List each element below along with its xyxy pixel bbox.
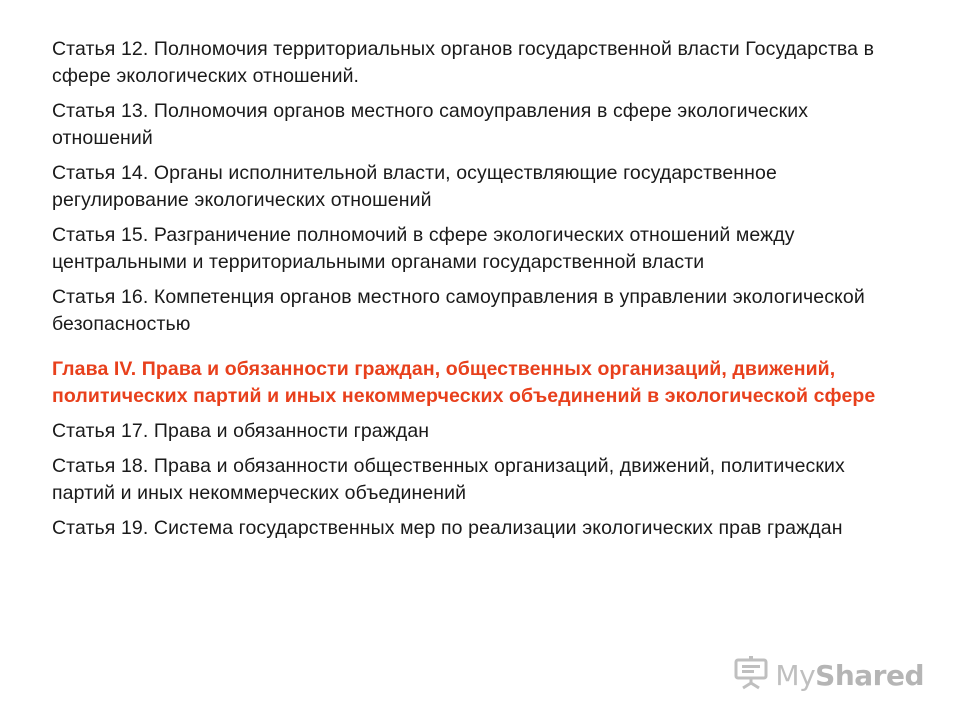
article-19: Статья 19. Система государственных мер по реализации экологических прав граждан	[52, 517, 843, 539]
article-15: Статья 15. Разграничение полномочий в сфере экологических отношений между центральными и территориальными органами государственной власти	[52, 224, 795, 273]
article-17: Статья 17. Права и обязанности граждан	[52, 420, 430, 442]
watermark-prefix: My	[775, 659, 816, 692]
watermark-text	[775, 659, 924, 692]
slide-content	[52, 36, 902, 550]
chapter-heading: Глава IV. Права и обязанности граждан, общественных организаций, движений, политических партий и иных некоммерческих объединений в экологической сфере	[52, 358, 876, 407]
myshared-watermark[interactable]	[733, 656, 924, 695]
presentation-board-icon	[733, 656, 769, 695]
article-14: Статья 14. Органы исполнительной власти, осуществляющие государственное регулирование экологических отношений	[52, 162, 777, 211]
article-18: Статья 18. Права и обязанности общественных организаций, движений, политических партий и иных некоммерческих объединений	[52, 455, 845, 504]
watermark-suffix: Shared	[815, 659, 924, 692]
article-16: Статья 16. Компетенция органов местного самоуправления в управлении экологической безопасностью	[52, 286, 865, 335]
article-12: Статья 12. Полномочия территориальных органов государственной власти Государства в сфере экологических отношений.	[52, 38, 875, 87]
article-13: Статья 13. Полномочия органов местного самоуправления в сфере экологических отношений	[52, 100, 809, 149]
